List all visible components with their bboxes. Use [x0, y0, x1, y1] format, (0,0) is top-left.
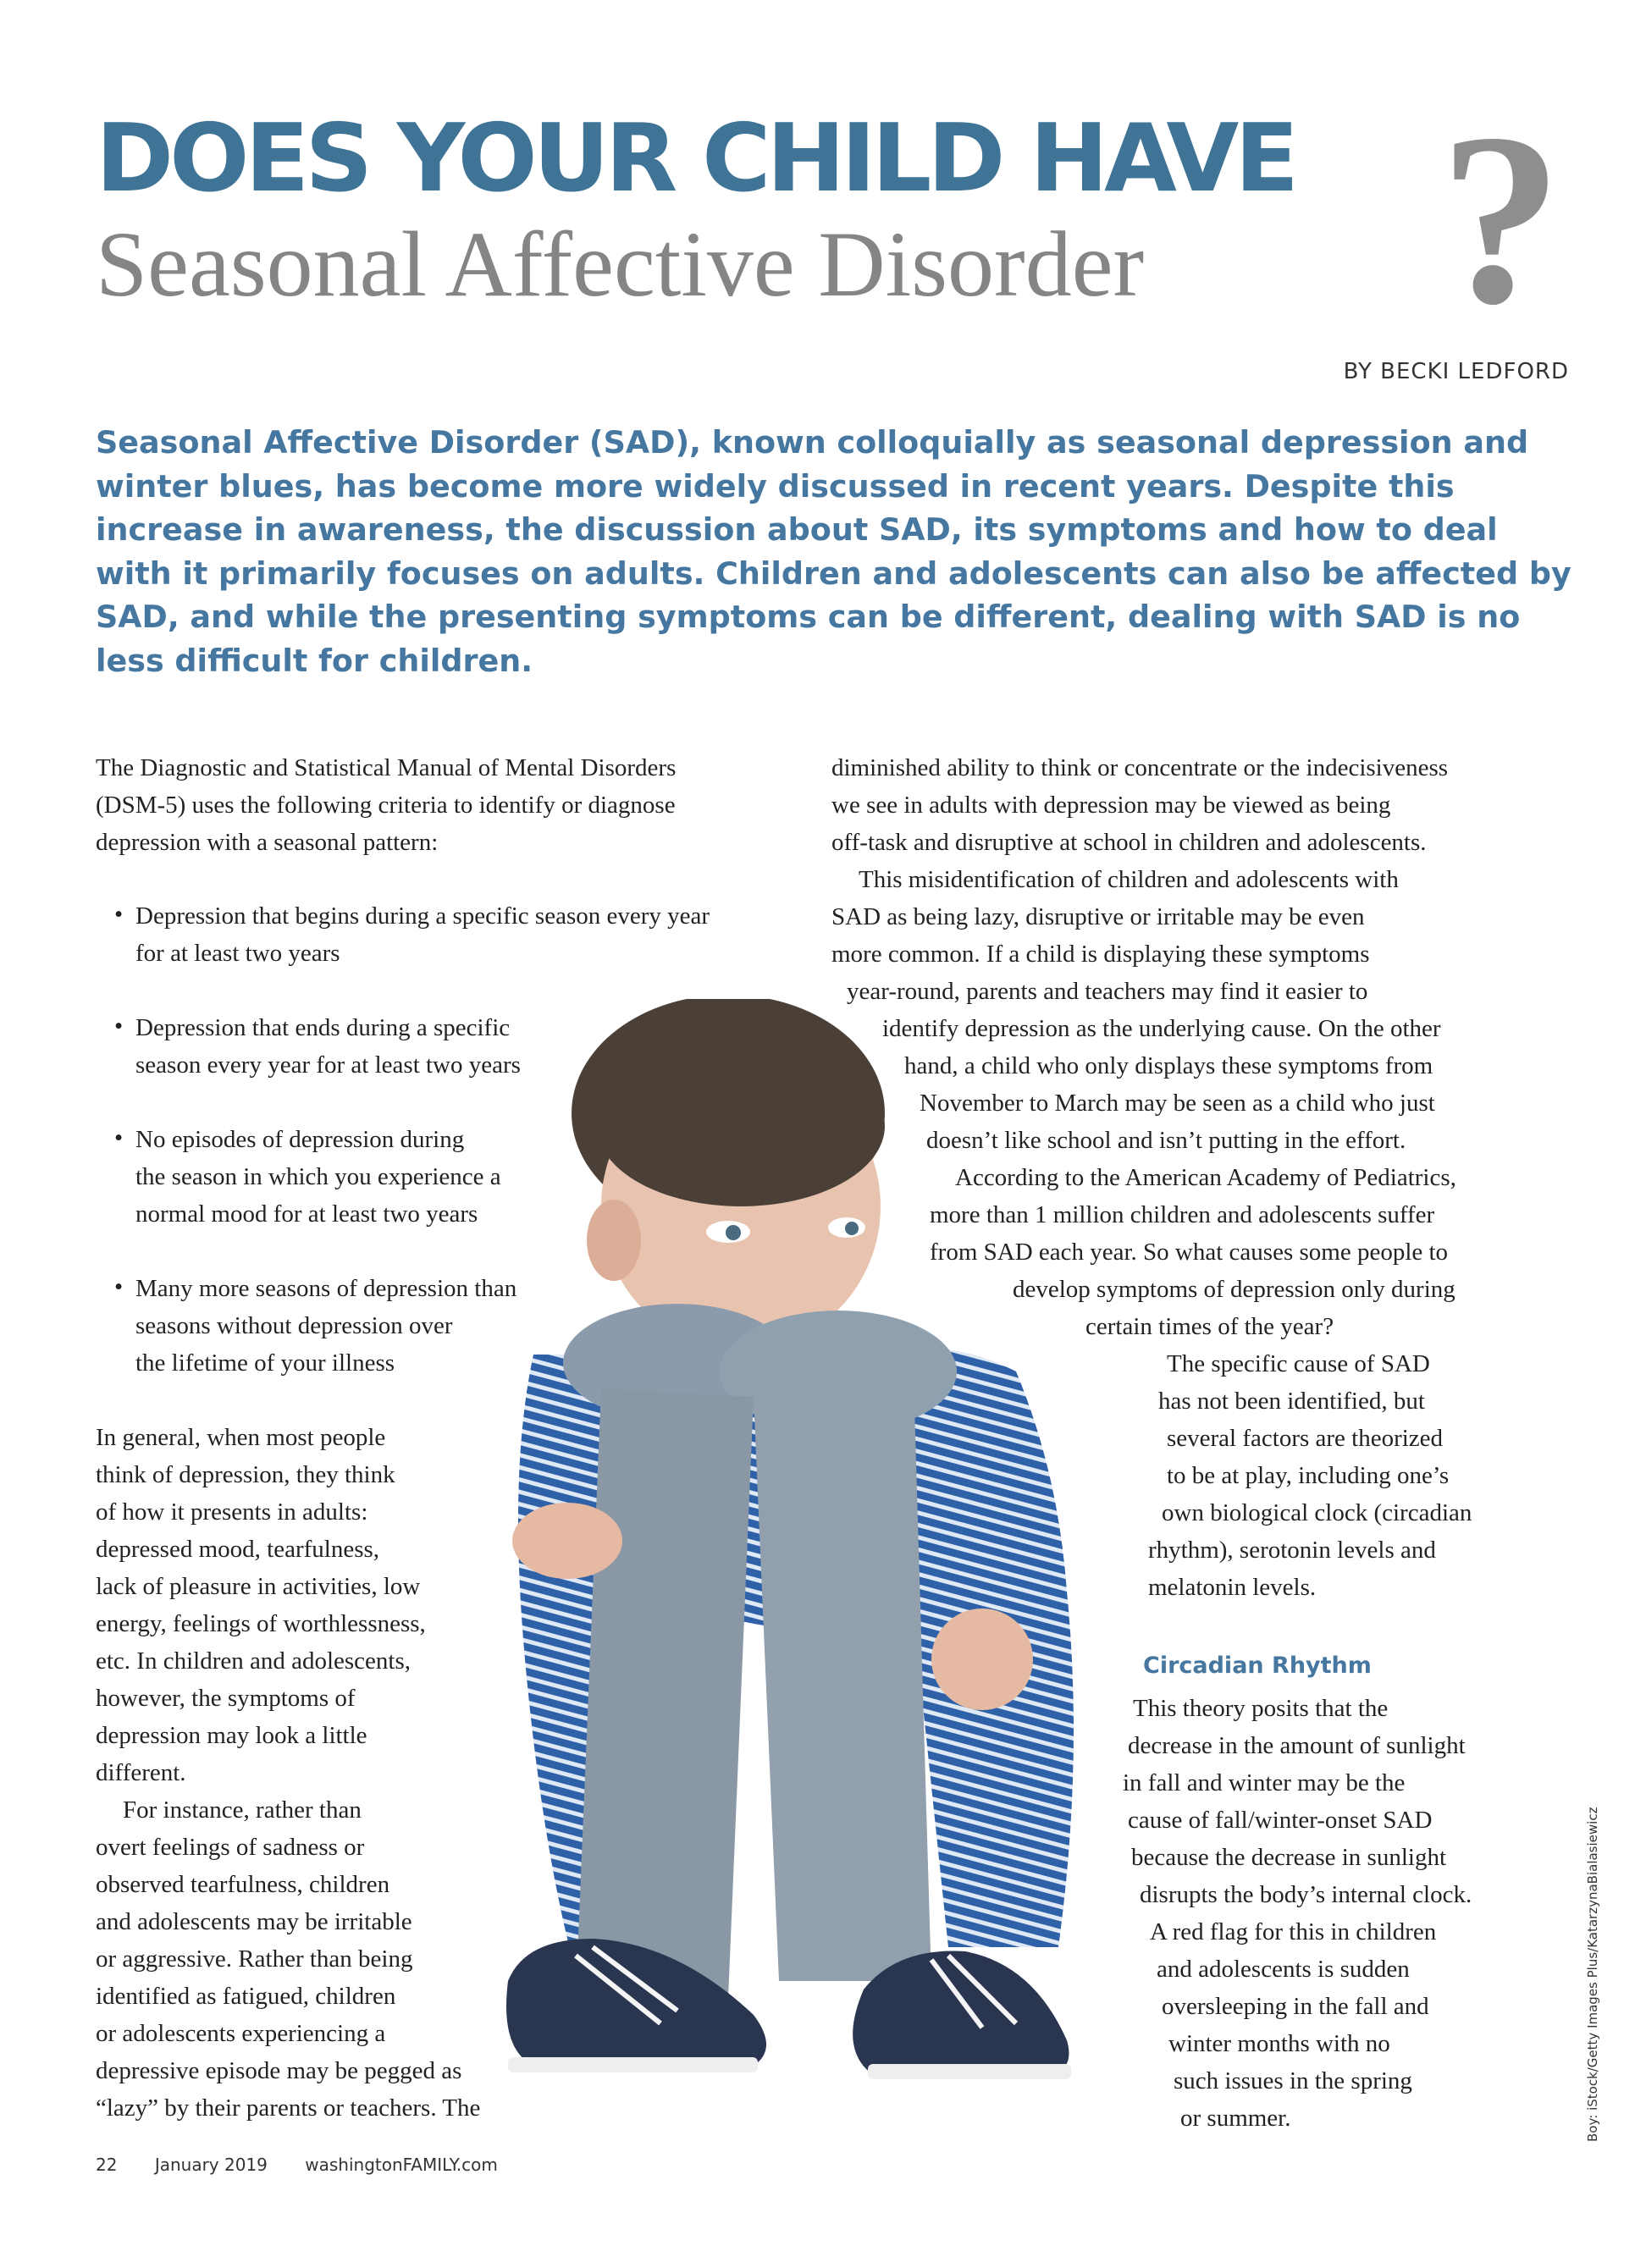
subhead-circadian-rhythm: Circadian Rhythm	[1143, 1653, 1372, 1679]
body-line: however, the symptoms of	[96, 1685, 356, 1712]
body-line: in fall and winter may be the	[1123, 1769, 1406, 1796]
bullet-line: No episodes of depression during	[135, 1126, 465, 1153]
body-line: diminished ability to think or concentrate or the indecisiveness	[831, 754, 1449, 781]
body-line: doesn’t like school and isn’t putting in the effort.	[926, 1127, 1406, 1154]
body-line: or adolescents experiencing a	[96, 2020, 386, 2047]
body-line: certain times of the year?	[1085, 1313, 1334, 1340]
body-line: etc. In children and adolescents,	[96, 1647, 412, 1675]
body-line: A red flag for this in children	[1150, 1918, 1437, 1945]
body-line: has not been identified, but	[1158, 1388, 1425, 1415]
photo-credit: Boy: iStock/Getty Images Plus/KatarzynaBialasiewicz	[1585, 1807, 1600, 2142]
bullet-line: season every year for at least two years	[135, 1051, 521, 1079]
body-line: year-round, parents and teachers may find it easier to	[847, 978, 1368, 1005]
body-line: For instance, rather than	[123, 1796, 362, 1824]
bullet-line: normal mood for at least two years	[135, 1200, 478, 1228]
body-line: disrupts the body’s internal clock.	[1140, 1881, 1472, 1908]
intro-paragraph: Seasonal Affective Disorder (SAD), known colloquially as seasonal depression and winter blues, has become more widely discussed in recent years. Despite this increase in awareness, the discussion about SAD, its symptoms and how to deal with it primarily focuses on adults. Children and adolescents can also be affected by SAD, and while the presenting symptoms can be different, dealing with SAD is no less difficult for children.	[96, 424, 1571, 679]
body-line: to be at play, including one’s	[1167, 1462, 1450, 1489]
body-line: depressive episode may be pegged as	[96, 2057, 462, 2084]
body-line: November to March may be seen as a child who just	[920, 1090, 1435, 1117]
body-line: The specific cause of SAD	[1167, 1350, 1430, 1377]
bullet-line: Many more seasons of depression than	[135, 1275, 517, 1302]
body-line: hand, a child who only displays these symptoms from	[904, 1052, 1433, 1079]
bullet-line: the season in which you experience a	[135, 1163, 501, 1190]
body-line: we see in adults with depression may be viewed as being	[831, 792, 1391, 819]
body-line: melatonin levels.	[1148, 1574, 1317, 1601]
bullet-marker: •	[114, 1013, 124, 1040]
body-line: cause of fall/winter-onset SAD	[1128, 1807, 1433, 1834]
bullet-marker: •	[114, 1124, 124, 1151]
body-line: develop symptoms of depression only during	[1013, 1276, 1455, 1303]
body-line: identified as fatigued, children	[96, 1983, 396, 2010]
left-hand	[512, 1503, 622, 1579]
body-line: decrease in the amount of sunlight	[1128, 1732, 1466, 1759]
body-line: or summer.	[1180, 2105, 1291, 2132]
body-line: or aggressive. Rather than being	[96, 1945, 413, 1973]
body-line: own biological clock (circadian	[1162, 1499, 1472, 1526]
question-mark-graphic: ?	[1439, 83, 1562, 355]
page-number: 22	[96, 2155, 118, 2175]
bullet-line: for at least two years	[135, 940, 340, 967]
body-line: rhythm), serotonin levels and	[1148, 1537, 1436, 1564]
body-line: of how it presents in adults:	[96, 1498, 368, 1526]
body-line: observed tearfulness, children	[96, 1871, 390, 1898]
issue-date: January 2019	[154, 2155, 268, 2175]
bullet-line: Depression that ends during a specific	[135, 1014, 511, 1041]
body-line: oversleeping in the fall and	[1162, 1993, 1429, 2020]
body-line: from SAD each year. So what causes some people to	[930, 1239, 1449, 1266]
body-line: This misidentification of children and adolescents with	[859, 866, 1399, 893]
body-line: depression with a seasonal pattern:	[96, 829, 439, 856]
body-line: winter months with no	[1168, 2030, 1390, 2057]
body-line: more common. If a child is displaying these symptoms	[831, 941, 1370, 968]
body-line: depressed mood, tearfulness,	[96, 1536, 380, 1563]
body-line: because the decrease in sunlight	[1131, 1844, 1447, 1871]
body-line: off-task and disruptive at school in children and adolescents.	[831, 829, 1427, 856]
body-line: several factors are theorized	[1167, 1425, 1444, 1452]
body-line: (DSM-5) uses the following criteria to identify or diagnose	[96, 792, 676, 819]
headline-line-2: Seasonal Affective Disorder	[96, 212, 1145, 316]
body-line: and adolescents is sudden	[1157, 1956, 1410, 1983]
body-line: lack of pleasure in activities, low	[96, 1573, 421, 1600]
body-line: different.	[96, 1759, 186, 1786]
bullet-line: Depression that begins during a specific season every year	[135, 902, 710, 930]
page-footer	[96, 2155, 530, 2175]
body-line: such issues in the spring	[1174, 2067, 1412, 2094]
right-hand	[931, 1609, 1033, 1710]
site-name: washingtonFAMILY.com	[305, 2155, 498, 2175]
byline: BY BECKI LEDFORD	[1343, 359, 1569, 384]
body-line: overt feelings of sadness or	[96, 1834, 365, 1861]
body-line: think of depression, they think	[96, 1461, 395, 1488]
bullet-marker: •	[114, 1273, 124, 1300]
body-line: This theory posits that the	[1133, 1695, 1389, 1722]
bullet-line: the lifetime of your illness	[135, 1349, 395, 1377]
body-line: The Diagnostic and Statistical Manual of Mental Disorders	[96, 754, 677, 781]
body-line: According to the American Academy of Pediatrics,	[955, 1164, 1456, 1191]
body-line: “lazy” by their parents or teachers. The	[96, 2094, 481, 2122]
body-line: identify depression as the underlying cause. On the other	[882, 1015, 1441, 1042]
bullet-line: seasons without depression over	[135, 1312, 453, 1339]
body-line: In general, when most people	[96, 1424, 386, 1451]
body-line: depression may look a little	[96, 1722, 367, 1749]
body-line: more than 1 million children and adolescents suffer	[930, 1201, 1435, 1228]
body-line: and adolescents may be irritable	[96, 1908, 412, 1935]
body-line: energy, feelings of worthlessness,	[96, 1610, 426, 1637]
headline-line-1: DOES YOUR CHILD HAVE	[96, 104, 1295, 213]
bullet-marker: •	[114, 901, 124, 928]
body-line: SAD as being lazy, disruptive or irritable may be even	[831, 903, 1365, 930]
